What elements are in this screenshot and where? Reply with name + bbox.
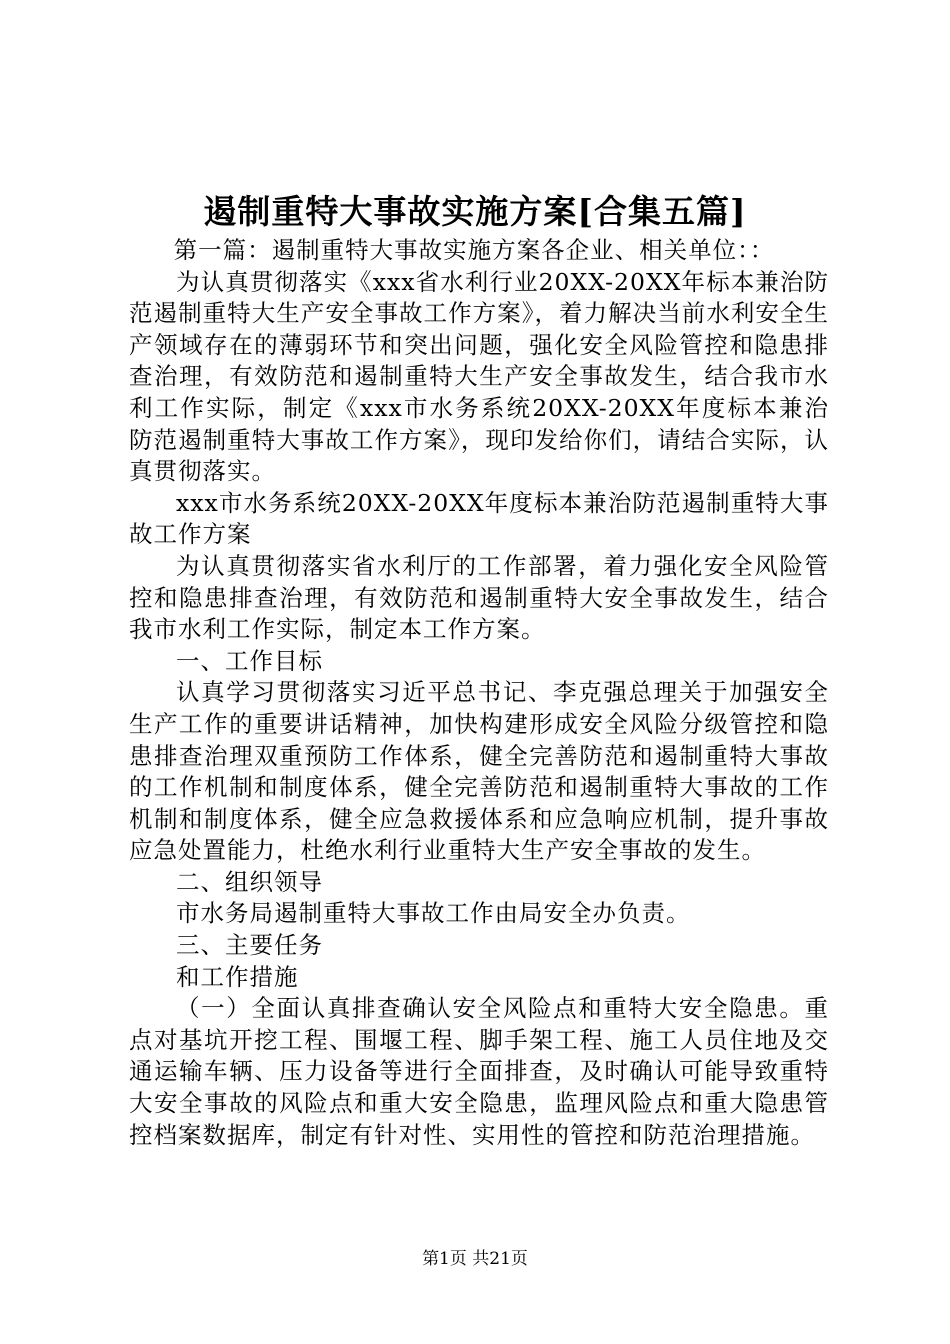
- section-heading-measures: 和工作措施: [176, 962, 299, 991]
- document-body: [129, 235, 829, 1151]
- document-title: 遏制重特大事故实施方案[合集五篇]: [203, 192, 747, 231]
- paragraph-intro: 第一篇：遏制重特大事故实施方案各企业、相关单位：：: [173, 236, 775, 264]
- paragraph-purpose: 为认真贯彻落实省水利厅的工作部署，着力强化安全风险管控和隐患排查治理，有效防范和遏制重特大安全事故发生，结合我市水利工作实际，制定本工作方案。: [129, 551, 829, 644]
- section-heading-tasks: 三、主要任务: [176, 931, 323, 960]
- paragraph-task-one: （一）全面认真排查确认安全风险点和重特大安全隐患。重点对基坑开挖工程、围堰工程、脚手架工程、施工人员住地及交通运输车辆、压力设备等进行全面排查，及时确认可能导致重特大安全事故的风险点和重大安全隐患，监理风险点和重大隐患管控档案数据库，制定有针对性、实用性的管控和防范治理措施。: [129, 994, 829, 1149]
- section-heading-organization: 二、组织领导: [176, 867, 323, 896]
- section-heading-goals: 一、工作目标: [176, 646, 323, 675]
- paragraph-notice: 为认真贯彻落实《xxx省水利行业20XX-20XX年标本兼治防范遏制重特大生产安全事故工作方案》，着力解决当前水利安全生产领域存在的薄弱环节和突出问题，强化安全风险管控和隐患排查治理，有效防范和遏制重特大生产安全事故发生，结合我市水利工作实际，制定《xxx市水务系统20XX-20XX年度标本兼治防范遏制重特大事故工作方案》，现印发给你们，请结合实际，认真贯彻落实。: [129, 267, 829, 486]
- paragraph-plan-name: xxx市水务系统20XX-20XX年度标本兼治防范遏制重特大事故工作方案: [129, 488, 829, 549]
- paragraph-goals: 认真学习贯彻落实习近平总书记、李克强总理关于加强安全生产工作的重要讲话精神，加快构建形成安全风险分级管控和隐患排查治理双重预防工作体系，健全完善防范和遏制重特大事故的工作机制和制度体系，健全完善防范和遏制重特大事故的工作机制和制度体系，健全应急救援体系和应急响应机制，提升事故应急处置能力，杜绝水利行业重特大生产安全事故的发生。: [129, 678, 829, 865]
- paragraph-organization: 市水务局遏制重特大事故工作由局安全办负责。: [176, 899, 691, 928]
- page-footer: 第1页 共21页: [422, 1249, 528, 1269]
